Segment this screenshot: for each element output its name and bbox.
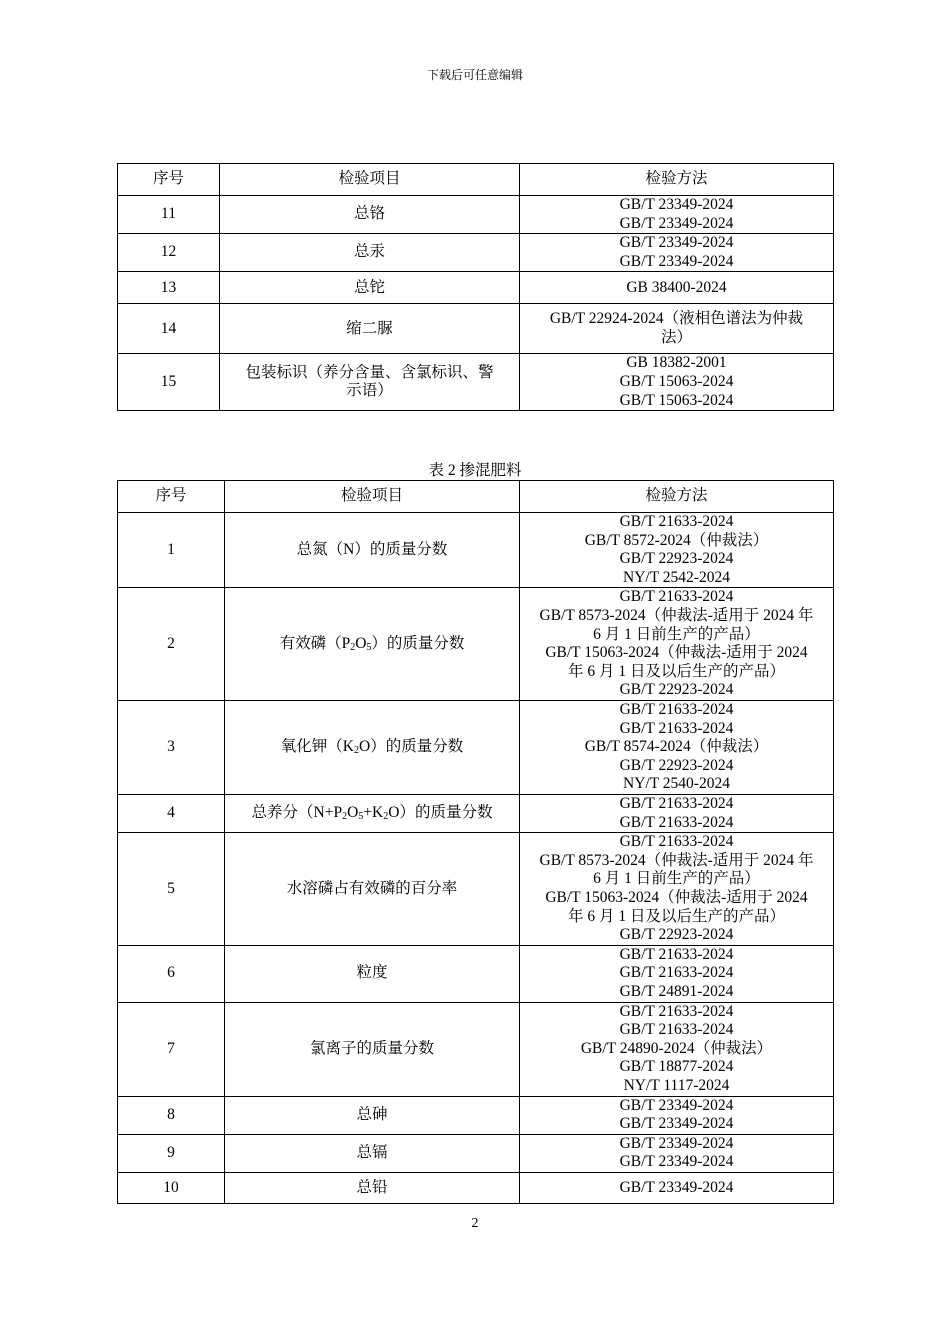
subscript: 5 <box>366 641 372 653</box>
table-row <box>118 1002 834 1096</box>
header-item: 检验项目 <box>225 481 520 513</box>
row-methods <box>520 513 834 588</box>
header-no: 序号 <box>118 164 220 196</box>
method-line: GB 38400-2024 <box>626 278 727 296</box>
method-line: GB/T 22923-2024 <box>619 681 734 699</box>
row-no: 13 <box>118 272 220 304</box>
method-line: GB 18382-2001 <box>626 354 727 372</box>
method-line: 6 月 1 日前生产的产品） <box>593 870 760 888</box>
method-line: GB/T 23349-2024 <box>619 252 734 270</box>
table-row <box>118 833 834 946</box>
row-item <box>225 794 520 832</box>
row-no: 15 <box>118 354 220 411</box>
method-line: 6 月 1 日前生产的产品） <box>593 625 760 643</box>
row-methods <box>520 1134 834 1172</box>
item-line: 示语） <box>346 382 393 400</box>
table-row <box>118 354 834 411</box>
method-line: GB/T 22923-2024 <box>619 926 734 944</box>
row-methods <box>520 354 834 411</box>
item-text: ）的质量分数 <box>371 634 465 652</box>
table-row <box>118 700 834 794</box>
subscript: 2 <box>350 641 356 653</box>
method-line: GB/T 22923-2024 <box>619 550 734 568</box>
row-no: 8 <box>118 1096 225 1134</box>
row-methods <box>520 700 834 794</box>
header-note: 下载后可任意编辑 <box>426 68 523 82</box>
header-no: 序号 <box>118 481 225 513</box>
row-no: 10 <box>118 1173 225 1204</box>
method-line: GB/T 15063-2024 <box>619 372 734 390</box>
method-line: GB/T 22923-2024 <box>619 756 734 774</box>
method-line: GB/T 21633-2024 <box>619 813 734 831</box>
method-line: GB/T 21633-2024 <box>619 794 734 812</box>
method-line: GB/T 21633-2024 <box>619 513 734 530</box>
item-text: O）的质量分数 <box>359 738 464 756</box>
method-line: GB/T 21633-2024 <box>619 833 734 851</box>
table-caption: 表 2 掺混肥料 <box>428 462 522 479</box>
table-row <box>118 304 834 354</box>
subscript: 2 <box>354 745 359 757</box>
method-line: GB/T 21633-2024 <box>619 1002 734 1020</box>
table-row <box>118 945 834 1002</box>
row-item <box>220 354 520 411</box>
row-item: 总铬 <box>220 196 520 234</box>
method-line: GB/T 21633-2024 <box>619 588 734 606</box>
row-item: 总氮（N）的质量分数 <box>225 513 520 588</box>
table-row <box>118 513 834 588</box>
row-item: 总砷 <box>225 1096 520 1134</box>
table-row <box>118 1096 834 1134</box>
method-line: GB/T 18877-2024 <box>619 1058 734 1076</box>
row-item: 总汞 <box>220 234 520 272</box>
item-text: +K <box>363 804 384 822</box>
item-text: 有效磷（P <box>279 634 351 652</box>
row-item: 总铅 <box>225 1173 520 1204</box>
row-no: 9 <box>118 1134 225 1172</box>
row-no: 11 <box>118 196 220 234</box>
row-methods <box>520 945 834 1002</box>
row-item: 粒度 <box>225 945 520 1002</box>
blended-fertilizer-table <box>117 480 834 1204</box>
row-methods <box>520 272 834 304</box>
item-text: O <box>355 634 367 652</box>
item-line: 包装标识（养分含量、含氯标识、警 <box>245 363 494 381</box>
method-line: GB/T 21633-2024 <box>619 700 734 718</box>
item-text: 总养分（N+P <box>251 804 343 822</box>
method-line: GB/T 21633-2024 <box>619 964 734 982</box>
method-line: 年 6 月 1 日及以后生产的产品） <box>567 662 785 680</box>
row-no: 5 <box>118 833 225 946</box>
row-no: 4 <box>118 794 225 832</box>
method-line: GB/T 8572-2024（仲裁法） <box>584 531 769 549</box>
method-line: NY/T 2542-2024 <box>623 568 730 586</box>
row-methods <box>520 833 834 946</box>
row-item <box>225 700 520 794</box>
item-text: 氧化钾（K <box>280 738 354 756</box>
row-methods <box>520 588 834 701</box>
method-line: GB/T 21633-2024 <box>619 945 734 963</box>
method-line: GB/T 23349-2024 <box>619 234 734 252</box>
row-no: 12 <box>118 234 220 272</box>
method-line: GB/T 8573-2024（仲裁法-适用于 2024 年 <box>539 606 814 624</box>
method-line: GB/T 23349-2024 <box>619 1178 734 1196</box>
table-header-row <box>118 481 834 513</box>
header-method: 检验方法 <box>520 164 834 196</box>
row-no: 2 <box>118 588 225 701</box>
table-row <box>118 234 834 272</box>
header-method: 检验方法 <box>520 481 834 513</box>
row-methods <box>520 234 834 272</box>
method-line: GB/T 8573-2024（仲裁法-适用于 2024 年 <box>539 851 814 869</box>
row-item: 缩二脲 <box>220 304 520 354</box>
subscript: 2 <box>342 811 348 823</box>
table-row <box>118 196 834 234</box>
method-line: GB/T 21633-2024 <box>619 1021 734 1039</box>
table-row <box>118 1173 834 1204</box>
method-line: GB/T 23349-2024 <box>619 196 734 213</box>
method-line: GB/T 23349-2024 <box>619 1096 734 1114</box>
row-methods <box>520 304 834 354</box>
method-line: GB/T 8574-2024（仲裁法） <box>584 738 769 756</box>
method-line: GB/T 15063-2024 <box>619 391 734 409</box>
method-line: GB/T 23349-2024 <box>619 214 734 232</box>
method-line: NY/T 1117-2024 <box>623 1077 730 1095</box>
row-no: 7 <box>118 1002 225 1096</box>
row-methods <box>520 196 834 234</box>
method-line: GB/T 15063-2024（仲裁法-适用于 2024 <box>545 644 808 662</box>
row-methods <box>520 1002 834 1096</box>
subscript: 5 <box>358 811 364 823</box>
row-no: 3 <box>118 700 225 794</box>
header-item: 检验项目 <box>220 164 520 196</box>
inspection-table-continued <box>117 163 834 411</box>
method-line: 法） <box>660 328 692 346</box>
row-item <box>225 588 520 701</box>
method-line: GB/T 23349-2024 <box>619 1134 734 1152</box>
method-line: NY/T 2540-2024 <box>623 775 730 793</box>
row-no: 6 <box>118 945 225 1002</box>
row-methods <box>520 1173 834 1204</box>
method-line: GB/T 24891-2024 <box>619 982 734 1000</box>
row-no: 14 <box>118 304 220 354</box>
method-line: GB/T 22924-2024（液相色谱法为仲裁 <box>549 310 804 328</box>
subscript: 2 <box>383 811 389 823</box>
table-header-row <box>118 164 834 196</box>
row-no: 1 <box>118 513 225 588</box>
row-methods <box>520 794 834 832</box>
table-row <box>118 272 834 304</box>
table-row <box>118 1134 834 1172</box>
row-item: 总铊 <box>220 272 520 304</box>
row-item: 水溶磷占有效磷的百分率 <box>225 833 520 946</box>
page-number: 2 <box>471 1216 479 1231</box>
row-methods <box>520 1096 834 1134</box>
method-line: 年 6 月 1 日及以后生产的产品） <box>567 907 785 925</box>
row-item: 总镉 <box>225 1134 520 1172</box>
table-row <box>118 588 834 701</box>
method-line: GB/T 24890-2024（仲裁法） <box>580 1039 773 1057</box>
method-line: GB/T 23349-2024 <box>619 1115 734 1133</box>
method-line: GB/T 15063-2024（仲裁法-适用于 2024 <box>545 888 808 906</box>
method-line: GB/T 21633-2024 <box>619 719 734 737</box>
table-row <box>118 794 834 832</box>
row-item: 氯离子的质量分数 <box>225 1002 520 1096</box>
method-line: GB/T 23349-2024 <box>619 1153 734 1171</box>
item-text: O <box>347 804 359 822</box>
item-text: O）的质量分数 <box>388 804 493 822</box>
